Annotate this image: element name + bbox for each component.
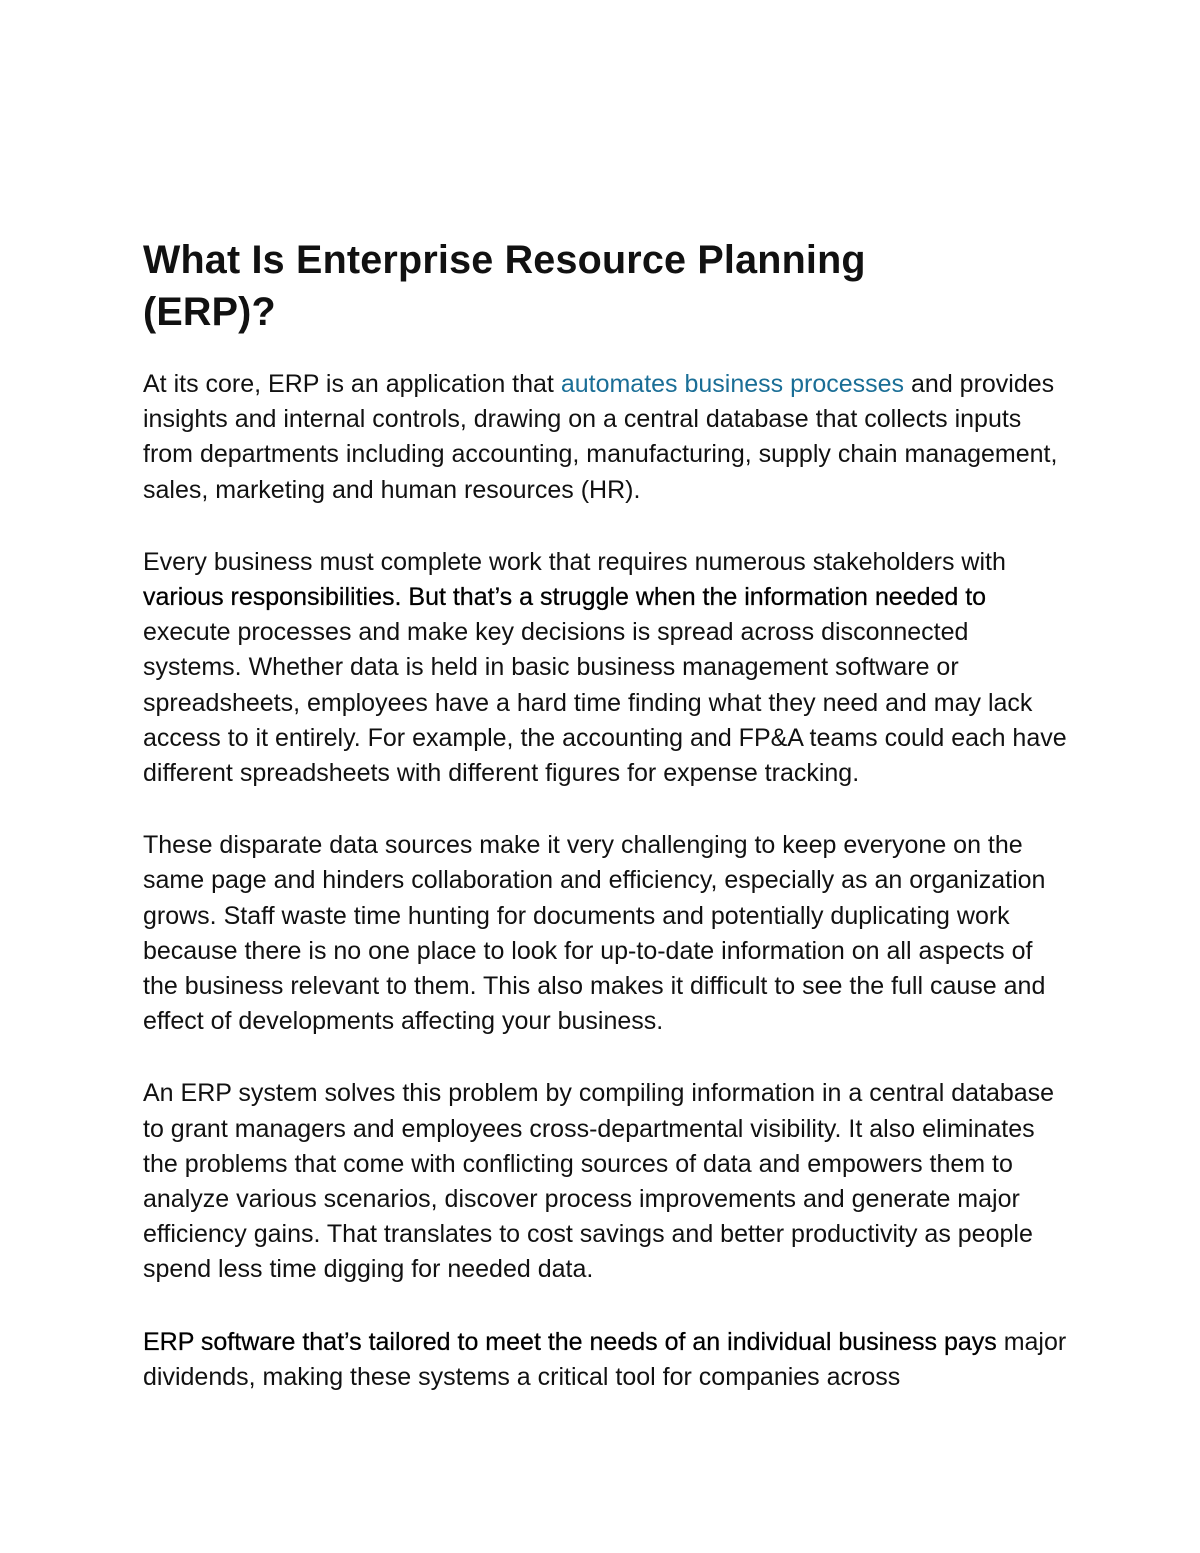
paragraph-text: execute processes and make key decisions is spread across disconnected systems. Whether data is held in basic business management software or spreadsheets, employees have a hard time finding what they need and may lack access to it entirely. For example, the accounting and FP&A teams could each have different spreadsheets with different figures for expense tracking.	[143, 618, 1067, 788]
paragraph-text: major dividends, making these systems a critical tool for companies across	[143, 1327, 1067, 1391]
paragraph-text: At its core, ERP is an application that	[143, 370, 561, 398]
emphasis-text: ERP software that’s tailored to meet the needs of an individual business pays	[143, 1327, 997, 1356]
emphasis-text: various responsibilities. But that’s a struggle when the information needed to	[143, 583, 987, 612]
title-line-2: (ERP)?	[143, 290, 276, 334]
paragraph-stakeholders	[143, 545, 1073, 791]
page-title	[143, 234, 1073, 338]
automates-business-processes-link[interactable]: automates business processes	[560, 370, 905, 398]
paragraph-tailored-erp	[143, 1325, 1073, 1395]
title-line-1: What Is Enterprise Resource Planning	[143, 238, 866, 282]
paragraph-erp-core	[143, 367, 1073, 508]
paragraph-text: Every business must complete work that requires numerous stakeholders with	[143, 547, 1006, 576]
paragraph-erp-solution: An ERP system solves this problem by compiling information in a central database to grant managers and employees cross-departmental visibility. It also eliminates the problems that come with conflicting sources of data and empowers them to analyze various scenarios, discover process improvements and generate major efficiency gains. That translates to cost savings and better productivity as people spend less time digging for needed data.	[143, 1079, 1055, 1284]
document-page	[143, 234, 1073, 1395]
paragraph-disparate-sources: These disparate data sources make it very challenging to keep everyone on the same page and hinders collaboration and efficiency, especially as an organization grows. Staff waste time hunting for documents and potentially duplicating work because there is no one place to look for up-to-date information on all aspects of the business relevant to them. This also makes it difficult to see the full cause and effect of developments affecting your business.	[143, 831, 1046, 1036]
paragraph-text: and provides insights and internal controls, drawing on a central database that collects inputs from departments including accounting, manufacturing, supply chain management, sales, marketing and human resources (HR).	[143, 370, 1058, 504]
